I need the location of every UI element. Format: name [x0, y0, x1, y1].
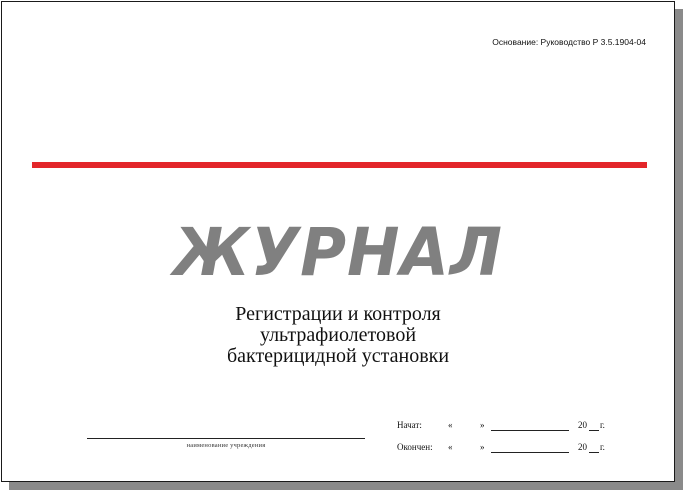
basis-reference: Основание: Руководство Р 3.5.1904-04 [492, 37, 646, 47]
subtitle-line-2: ультрафиолетовой [259, 324, 417, 346]
month-blank-line [491, 430, 569, 431]
subtitle-line-1: Регистрации и контроля [235, 303, 441, 325]
journal-subtitle [2, 304, 674, 367]
open-quote: « [448, 420, 453, 430]
subtitle-line-3: бактерицидной установки [226, 345, 450, 367]
institution-blank-line [87, 438, 365, 439]
ended-label: Окончен: [397, 442, 433, 452]
journal-title: ЖУРНАЛ [173, 214, 503, 291]
year-prefix: 20 [578, 420, 587, 430]
close-quote: » [480, 420, 485, 430]
red-divider [32, 162, 647, 168]
started-label: Начат: [397, 420, 422, 430]
close-quote: » [480, 442, 485, 452]
institution-caption: наименование учреждения [186, 442, 266, 449]
journal-cover [1, 1, 675, 482]
year-suffix: г. [600, 442, 605, 452]
year-blank-line [589, 430, 599, 431]
month-blank-line [491, 452, 569, 453]
year-blank-line [589, 452, 599, 453]
year-suffix: г. [600, 420, 605, 430]
year-prefix: 20 [578, 442, 587, 452]
open-quote: « [448, 442, 453, 452]
